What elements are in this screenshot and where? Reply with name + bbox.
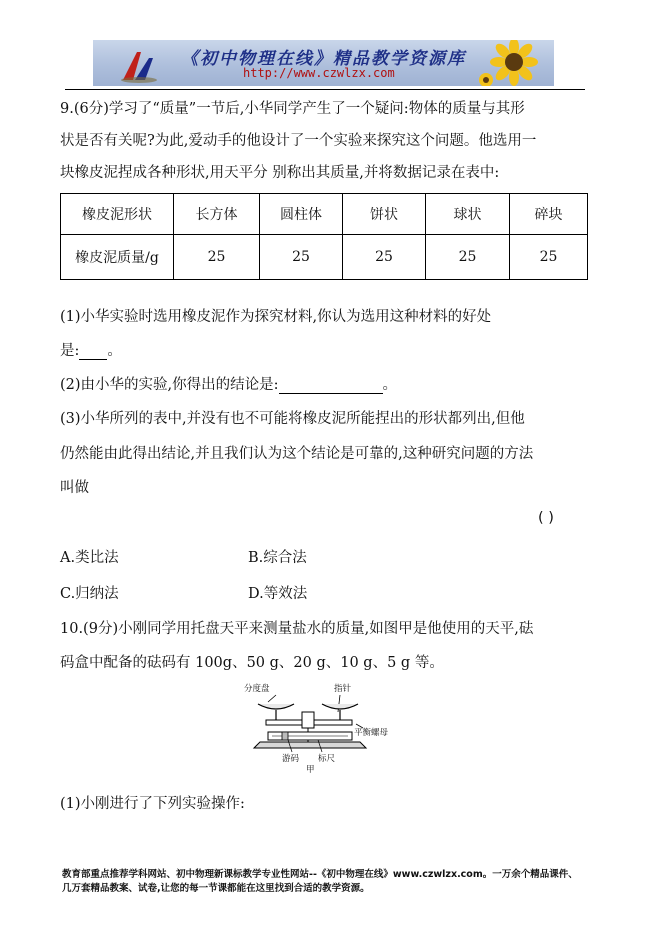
q9-part1-prefix: 是: [60,343,80,359]
q9-text-line-2: 状是否有关呢?为此,爱动手的他设计了一个实验来探究这个问题。他选用一 [60,133,537,149]
q9-part3-line-1: (3)小华所列的表中,并没有也不可能将橡皮泥所能捏出的形状都列出,但他 [60,411,525,427]
table-cell: 25 [426,235,510,280]
option-a[interactable]: A.类比法 [60,550,119,566]
table-cell: 25 [510,235,588,280]
option-b[interactable]: B.综合法 [248,550,307,566]
footer-line-1: 教育部重点推荐学科网站、初中物理新课标教学专业性网站--《初中物理在线》www.czwlzx.com。一万余个精品课件、 [62,869,578,880]
q10-text-line-2: 码盒中配备的砝码有 100g、50 g、20 g、10 g、5 g 等。 [60,655,444,671]
answer-blank[interactable] [79,343,107,360]
logo-icon [119,44,159,84]
q9-part1-line-1: (1)小华实验时选用橡皮泥作为探究材料,你认为选用这种材料的好处 [60,309,492,325]
footer-line-2: 几万套精品教案、试卷,让您的每一节课都能在这里找到合适的教学资源。 [62,883,370,894]
q9-text-line-3: 块橡皮泥捏成各种形状,用天平分 别称出其质量,并将数据记录在表中: [60,165,500,181]
table-cell: 25 [343,235,426,280]
table-header-cell: 碎块 [510,194,588,235]
table-cell: 25 [260,235,343,280]
header-banner [93,40,554,86]
balance-figure [238,682,396,774]
label-balance-nut: 平衡螺母 [354,728,389,738]
label-rider: 游码 [282,754,300,764]
table-cell: 25 [174,235,260,280]
q9-part2-text: (2)由小华的实验,你得出的结论是: [60,377,279,393]
option-c[interactable]: C.归纳法 [60,586,119,602]
table-header-cell: 饼状 [343,194,426,235]
label-scale-disc: 分度盘 [244,684,270,694]
header-rule [65,89,585,90]
option-d[interactable]: D.等效法 [248,586,308,602]
q9-part1-end: 。 [107,343,122,359]
table-header-cell: 长方体 [174,194,260,235]
table-header-row [61,194,588,235]
q9-text-line-1: 9.(6分)学习了“质量”一节后,小华同学产生了一个疑问:物体的质量与其形 [60,101,525,117]
q9-part3-line-3: 叫做 [60,480,89,496]
q10-part1-line: (1)小刚进行了下列实验操作: [60,796,245,812]
table-header-cell: 橡皮泥形状 [61,194,174,235]
q9-part3-line-2: 仍然能由此得出结论,并且我们认为这个结论是可靠的,这种研究问题的方法 [60,446,534,462]
answer-blank[interactable] [279,377,383,394]
q10-text-line-1: 10.(9分)小刚同学用托盘天平来测量盐水的质量,如图甲是他使用的天平,砝 [60,621,534,637]
table-cell: 橡皮泥质量/g [61,235,174,280]
table-header-cell: 圆柱体 [260,194,343,235]
banner-url: http://www.czwlzx.com [243,66,395,80]
q9-part2-line [60,373,397,394]
label-beam-scale: 标尺 [318,754,336,764]
sunflower-icon [478,40,554,86]
clay-mass-table [60,193,588,280]
table-row [61,235,588,280]
table-header-cell: 球状 [426,194,510,235]
banner-title: 《初中物理在线》精品教学资源库 [181,49,466,69]
answer-bracket[interactable]: ( ) [538,510,554,526]
label-pointer: 指针 [334,684,352,694]
q9-part1-line-2 [60,339,122,360]
figure-caption: 甲 [306,765,315,775]
q9-part2-end: 。 [382,377,398,393]
